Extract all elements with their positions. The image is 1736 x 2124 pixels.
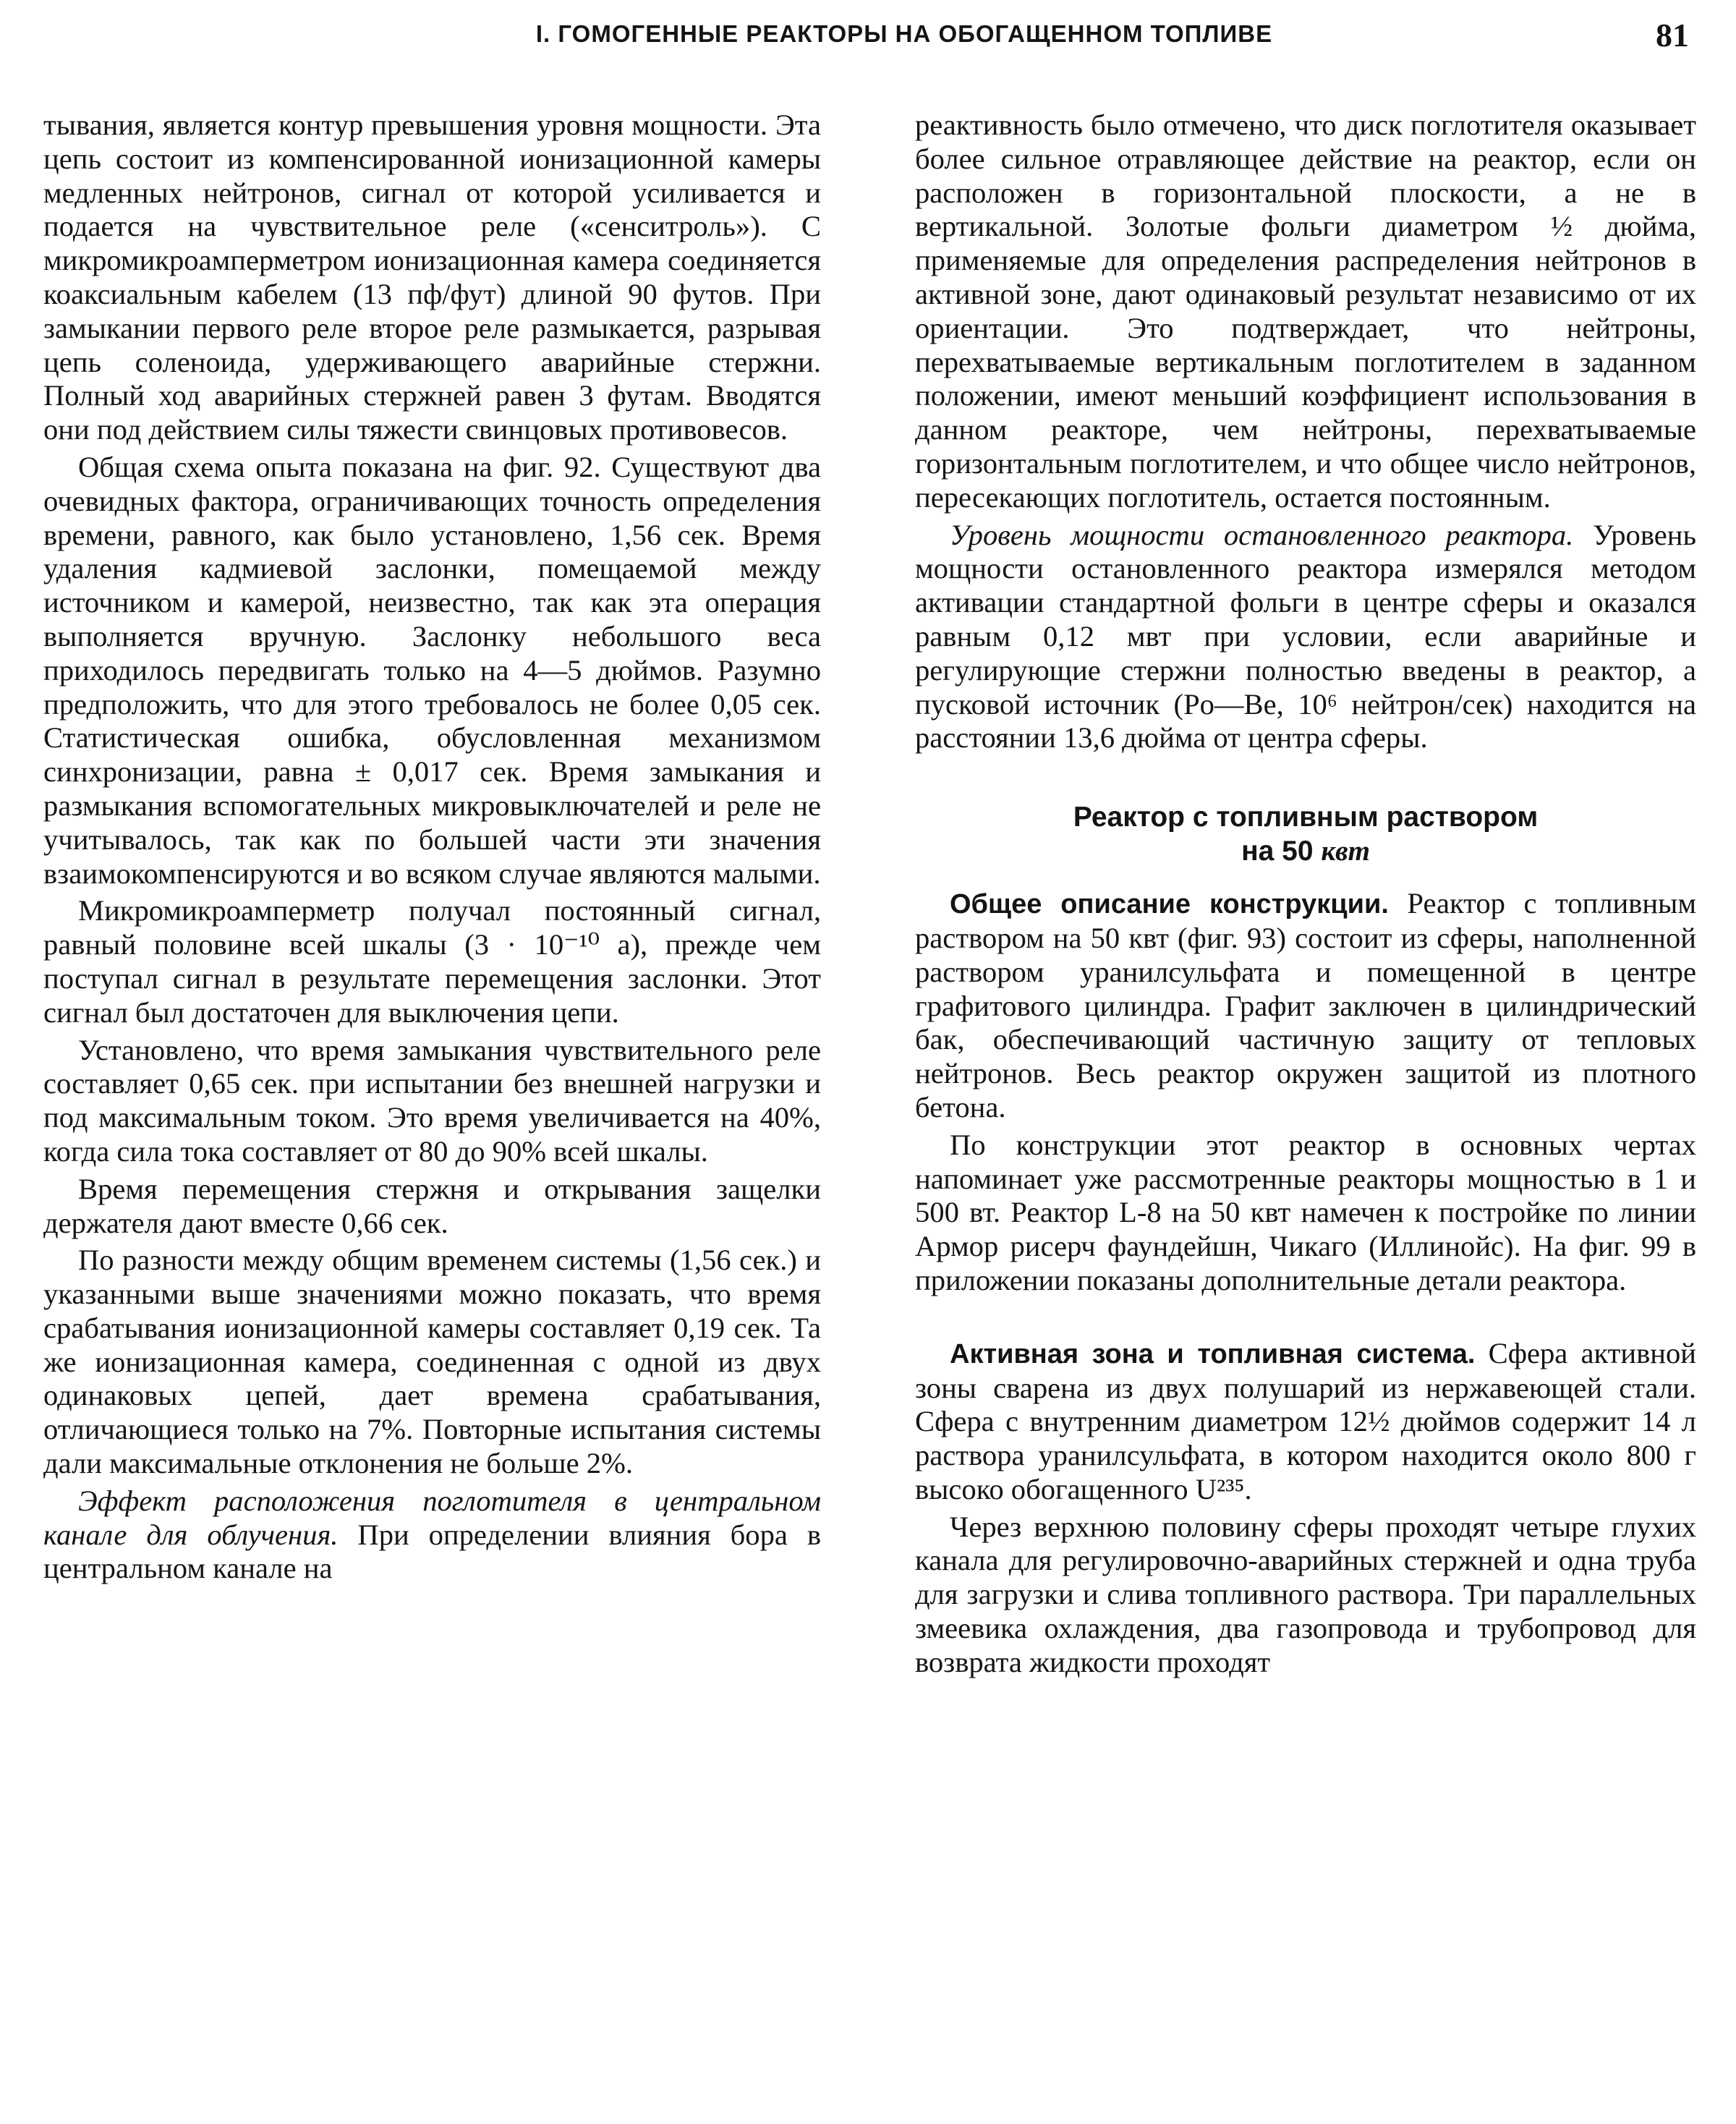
heading-line-2-prefix: на 50 — [1241, 836, 1322, 867]
italic-lead: Эффект расположения поглотителя в центральном канале для облучения. — [43, 1484, 821, 1551]
paragraph: По разности между общим временем системы (1,56 сек.) и указанными выше значениями можно показать, что время срабатывания ионизационной камеры составляет 0,19 сек. Та же ионизационная камера, соединенная с одной из двух одинаковых цепей, дает времена срабатывания, отличающиеся только на 7%. Повторные испытания системы дали максимальные отклонения не больше 2%. — [43, 1244, 821, 1480]
heading-line-1: Реактор с топливным раствором — [1073, 802, 1539, 833]
runin-heading: Активная зона и топливная система. — [950, 1338, 1476, 1369]
left-column — [43, 109, 821, 1586]
paragraph: Установлено, что время замыкания чувствительного реле составляет 0,65 сек. при испытании без внешней нагрузки и под максимальным током. Это время увеличивается на 40%, когда сила тока составляет от 80 до 90% всей шкалы. — [43, 1033, 821, 1168]
paragraph — [915, 1337, 1696, 1507]
paragraph: Время перемещения стержня и открывания защелки держателя дают вместе 0,66 сек. — [43, 1172, 821, 1239]
paragraph: По конструкции этот реактор в основных чертах напоминает уже рассмотренные реакторы мощностью в 1 и 500 вт. Реактор L-8 на 50 квт намечен к постройке по линии Армор рисерч фаундейшн, Чикаго (Иллинойс). На фиг. 99 в приложении показаны дополнительные детали реактора. — [915, 1128, 1696, 1296]
paragraph — [43, 1484, 821, 1586]
paragraph: реактивность было отмечено, что диск поглотителя оказывает более сильное отравляющее действие на реактор, если он расположен в горизонтальной плоскости, а не в вертикальной. Золотые фольги диаметром ½ дюйма, применяемые для определения распределения нейтронов в активной зоне, дают одинаковый результат независимо от их ориентации. Это подтверждает, что нейтроны, перехватываемые вертикальным поглотителем в заданном положении, имеют меньший коэффициент использования в данном реакторе, чем нейтроны, перехватываемые горизонтальным поглотителем, и что общее число нейтронов, пересекающих поглотитель, остается постоянным. — [915, 109, 1696, 514]
paragraph — [915, 519, 1696, 756]
paragraph-text: Сфера активной зоны сварена из двух полушарий из нержавеющей стали. Сфера с внутренним диаметром 12½ дюймов содержит 14 л раствора уранилсульфата, в котором находится около 800 г высоко обогащенного U²³⁵. — [915, 1336, 1696, 1505]
paragraph: Общая схема опыта показана на фиг. 92. Существуют два очевидных фактора, ограничивающих точность определения времени, равного, как было установлено, 1,56 сек. Время удаления кадмиевой заслонки, помещаемой между источником и камерой, неизвестно, так как эта операция выполняется вручную. Заслонку небольшого веса приходилось передвигать только на 4—5 дюймов. Разумно предположить, что для этого требовалось не более 0,05 сек. Статистическая ошибка, обусловленная механизмом синхронизации, равна ± 0,017 сек. Время замыкания и размыкания вспомогательных микровыключателей и реле не учитывалось, так как по большей части эти значения взаимокомпенсируются и во всяком случае являются малыми. — [43, 450, 821, 890]
paragraph — [915, 887, 1696, 1125]
paragraph-text: Уровень мощности остановленного реактора измерялся методом активации стандартной фольги в центре сферы и оказался равным 0,12 мвт при условии, если аварийные и регулирующие стержни полностью введены в реактор, а пусковой источник (Po—Be, 10⁶ нейтрон/сек) находится на расстоянии 13,6 дюйма от центра сферы. — [915, 518, 1696, 755]
paragraph: Через верхнюю половину сферы проходят четыре глухих канала для регулировочно-аварийных стержней и одна труба для загрузки и слива топливного раствора. Три параллельных змеевика охлаждения, два газопровода и трубопровод для возврата жидкости проходят — [915, 1510, 1696, 1678]
page-number: 81 — [1656, 17, 1689, 54]
paragraph-text: При определении влияния бора в центральном канале на — [43, 1518, 821, 1585]
paragraph: Микромикроамперметр получал постоянный сигнал, равный половине всей шкалы (3 · 10⁻¹⁰ а), прежде чем поступал сигнал в результате перемещения заслонки. Этот сигнал был достаточен для выключения цепи. — [43, 894, 821, 1029]
section-heading — [915, 800, 1696, 868]
heading-unit: квт — [1321, 836, 1370, 867]
runin-heading: Общее описание конструкции. — [950, 889, 1389, 920]
right-column — [915, 109, 1696, 1680]
paragraph-text: Реактор с топливным раствором на 50 квт (фиг. 93) состоит из сферы, наполненной раствором уранилсульфата и помещенной в центре графитового цилиндра. Графит заключен в цилиндрический бак, обеспечивающий частичную защиту от тепловых нейтронов. Весь реактор окружен защитой из плотного бетона. — [915, 887, 1696, 1123]
running-head: I. ГОМОГЕННЫЕ РЕАКТОРЫ НА ОБОГАЩЕННОМ ТОПЛИВЕ — [535, 20, 1273, 47]
italic-lead: Уровень мощности остановленного реактора. — [950, 518, 1574, 551]
paragraph: тывания, является контур превышения уровня мощности. Эта цепь состоит из компенсированной ионизационной камеры медленных нейтронов, сигнал от которой усиливается и подается на чувствительное реле («сенситроль»). С микромикроамперметром ионизационная камера соединяется коаксиальным кабелем (13 пф/фут) длиной 90 футов. При замыкании первого реле второе реле размыкается, разрывая цепь соленоида, удерживающего аварийные стержни. Полный ход аварийных стержней равен 3 футам. Вводятся они под действием силы тяжести свинцовых противовесов. — [43, 109, 821, 446]
